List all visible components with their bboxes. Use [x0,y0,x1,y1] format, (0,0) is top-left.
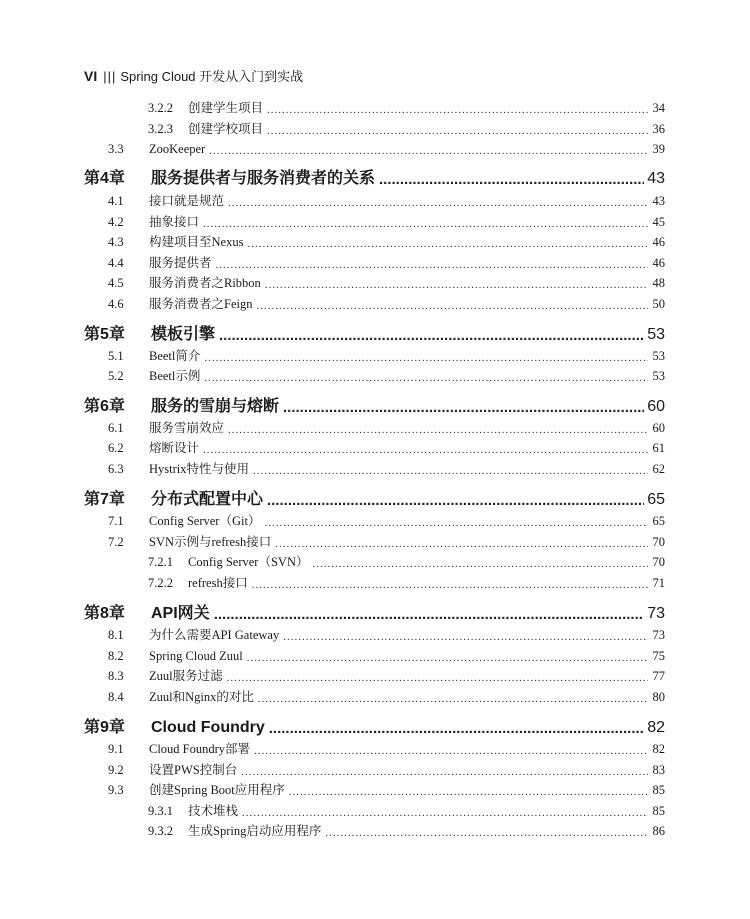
toc-entry-number: 4.3 [108,235,124,249]
dot-leader [214,603,645,623]
toc-entry-page-number: 53 [652,369,665,383]
toc-entry-title: 创建学生项目 [188,101,264,115]
dot-leader [283,629,648,643]
toc-section-row [0,210,665,230]
header-book-title: Spring Cloud 开发从入门到实战 [120,69,304,84]
toc-entry-number: 3.2.3 [148,122,173,136]
toc-entry-title: 接口就是规范 [149,194,225,208]
toc-entry-page-number: 45 [652,215,665,229]
dot-leader [252,577,648,591]
toc-entry-title: 构建项目至Nexus [149,235,244,249]
dot-leader [254,743,648,757]
dot-leader [289,784,648,798]
dot-leader [227,670,648,684]
toc-entry-number: 3.2.2 [148,101,173,115]
toc-entry-page-number: 86 [652,824,665,838]
dot-leader [209,143,648,157]
toc-entry-page-number: 50 [652,297,665,311]
toc-chapter-row [0,483,665,509]
toc-entry-number: 7.2.2 [148,576,173,590]
dot-leader [283,396,644,416]
toc-entry-number: 5.1 [108,349,124,363]
toc-subsection-row [0,819,665,839]
header-page-number: VI [84,68,98,84]
toc-entry-title: 分布式配置中心 [151,491,264,508]
toc-entry-title: 服务雪崩效应 [149,421,225,435]
toc-section-row [0,509,665,529]
dot-leader [256,298,648,312]
dot-leader [275,536,648,550]
toc-section-row [0,436,665,456]
toc-subsection-row [0,571,665,591]
toc-entry-title: 抽象接口 [149,215,200,229]
dot-leader [247,650,648,664]
toc-chapter-row [0,318,665,344]
toc-entry-number: 第7章 [84,491,125,508]
toc-section-row [0,530,665,550]
toc-section-row [0,189,665,209]
toc-entry-title: ZooKeeper [149,142,206,156]
toc-entry-number: 4.4 [108,256,124,270]
toc-section-row [0,251,665,271]
toc-section-row [0,230,665,250]
dot-leader [204,370,648,384]
toc-entry-page-number: 53 [647,326,665,343]
dot-leader [267,123,648,137]
toc-entry-page-number: 39 [652,142,665,156]
toc-entry-title: 为什么需要API Gateway [149,628,280,642]
toc-entry-number: 8.4 [108,690,124,704]
toc-entry-page-number: 34 [652,101,665,115]
toc-section-row [0,416,665,436]
dot-leader [265,277,648,291]
toc-entry-page-number: 77 [652,669,665,683]
toc-entry-number: 4.2 [108,215,124,229]
toc-entry-number: 第5章 [84,326,125,343]
toc-entry-number: 3.3 [108,142,124,156]
toc-entry-number: 4.1 [108,194,124,208]
toc-entry-page-number: 46 [652,235,665,249]
toc-chapter-row [0,390,665,416]
toc-entry-page-number: 65 [647,491,665,508]
toc-entry-page-number: 48 [652,276,665,290]
toc-entry-number: 6.1 [108,421,124,435]
toc-entry-number: 9.3.1 [148,804,173,818]
toc-entry-title: 服务的雪崩与熔断 [151,398,280,415]
toc-chapter-row [0,162,665,188]
toc-entry-number: 9.3.2 [148,824,173,838]
dot-leader [228,195,648,209]
toc-entry-page-number: 60 [652,421,665,435]
toc-entry-title: 服务消费者之Feign [149,297,253,311]
toc-entry-page-number: 71 [652,576,665,590]
dot-leader [253,463,648,477]
dot-leader [258,691,648,705]
toc-entry-page-number: 85 [652,804,665,818]
toc-entry-title: 创建Spring Boot应用程序 [149,783,285,797]
toc-entry-page-number: 73 [647,605,665,622]
toc-section-row [0,623,665,643]
toc-entry-page-number: 43 [652,194,665,208]
toc-entry-number: 第4章 [84,170,125,187]
toc-entry-title: 设置PWS控制台 [149,763,238,777]
toc-entry-number: 第9章 [84,719,125,736]
toc-entry-page-number: 82 [647,719,665,736]
toc-entry-title: 服务提供者与服务消费者的关系 [151,170,376,187]
toc-section-row [0,758,665,778]
toc-section-row [0,664,665,684]
toc-entry-title: 创建学校项目 [188,122,264,136]
toc-subsection-row [0,550,665,570]
toc-entry-page-number: 85 [652,783,665,797]
dot-leader [264,515,648,529]
toc-entry-number: 8.2 [108,649,124,663]
toc-entry-title: refresh接口 [188,576,248,590]
running-header [84,66,303,85]
toc-section-row [0,685,665,705]
toc-section-row [0,457,665,477]
toc-entry-number: 8.3 [108,669,124,683]
toc-entry-title: Cloud Foundry [151,719,265,736]
dot-leader [228,422,648,436]
toc-entry-title: Config Server（SVN） [188,555,309,569]
toc-entry-page-number: 43 [647,170,665,187]
toc-entry-page-number: 65 [652,514,665,528]
toc-entry-title: Beetl简介 [149,349,201,363]
dot-leader [312,556,648,570]
toc-subsection-row [0,96,665,116]
toc-subsection-row [0,117,665,137]
dot-leader [216,257,648,271]
dot-leader [269,717,644,737]
toc-entry-number: 7.2 [108,535,124,549]
toc-entry-title: 服务消费者之Ribbon [149,276,261,290]
toc-entry-title: API网关 [151,605,210,622]
toc-entry-page-number: 73 [652,628,665,642]
toc-entry-number: 7.2.1 [148,555,173,569]
toc-entry-page-number: 70 [652,535,665,549]
toc-entry-page-number: 60 [647,398,665,415]
toc-entry-number: 9.2 [108,763,124,777]
toc-entry-title: Hystrix特性与使用 [149,462,250,476]
toc-entry-title: 熔断设计 [149,441,200,455]
toc-section-row [0,344,665,364]
toc-entry-number: 6.2 [108,441,124,455]
toc-entry-title: Config Server（Git） [149,514,261,528]
toc-section-row [0,271,665,291]
toc-entry-page-number: 82 [652,742,665,756]
toc-entry-title: 服务提供者 [149,256,212,270]
toc-entry-page-number: 75 [652,649,665,663]
toc-section-row [0,644,665,664]
toc-entry-number: 4.5 [108,276,124,290]
toc-section-row [0,778,665,798]
dot-leader [203,442,648,456]
toc-section-row [0,292,665,312]
dot-leader [241,764,648,778]
toc-entry-title: 生成Spring启动应用程序 [188,824,322,838]
dot-leader [219,324,644,344]
toc-chapter-row [0,597,665,623]
toc-entry-number: 5.2 [108,369,124,383]
dot-leader [242,805,648,819]
header-separator: ||| [103,69,117,84]
toc-entry-number: 7.1 [108,514,124,528]
toc-entry-title: Zuul和Nginx的对比 [149,690,254,704]
dot-leader [325,825,648,839]
dot-leader [204,350,648,364]
dot-leader [267,102,648,116]
toc-section-row [0,737,665,757]
toc-entry-page-number: 53 [652,349,665,363]
toc-entry-title: 技术堆栈 [188,804,239,818]
toc-entry-page-number: 61 [652,441,665,455]
toc-entry-page-number: 80 [652,690,665,704]
toc-entry-number: 第6章 [84,398,125,415]
toc-entry-title: SVN示例与refresh接口 [149,535,272,549]
toc-entry-number: 9.1 [108,742,124,756]
dot-leader [267,489,644,509]
dot-leader [203,216,648,230]
toc-entry-number: 6.3 [108,462,124,476]
toc-entry-title: Beetl示例 [149,369,201,383]
toc-entry-title: Cloud Foundry部署 [149,742,251,756]
dot-leader [379,168,644,188]
toc-entry-page-number: 62 [652,462,665,476]
toc-entry-number: 8.1 [108,628,124,642]
toc-entry-title: 模板引擎 [151,326,216,343]
toc-subsection-row [0,799,665,819]
toc-entry-number: 第8章 [84,605,125,622]
toc-section-row [0,137,665,157]
toc-entry-title: Spring Cloud Zuul [149,649,243,663]
toc-entry-page-number: 83 [652,763,665,777]
toc-entry-page-number: 70 [652,555,665,569]
toc-entry-number: 9.3 [108,783,124,797]
toc-entry-title: Zuul服务过滤 [149,669,223,683]
dot-leader [247,236,648,250]
toc-entry-page-number: 46 [652,256,665,270]
toc-section-row [0,364,665,384]
toc-chapter-row [0,711,665,737]
toc-entry-page-number: 36 [652,122,665,136]
toc-entry-number: 4.6 [108,297,124,311]
